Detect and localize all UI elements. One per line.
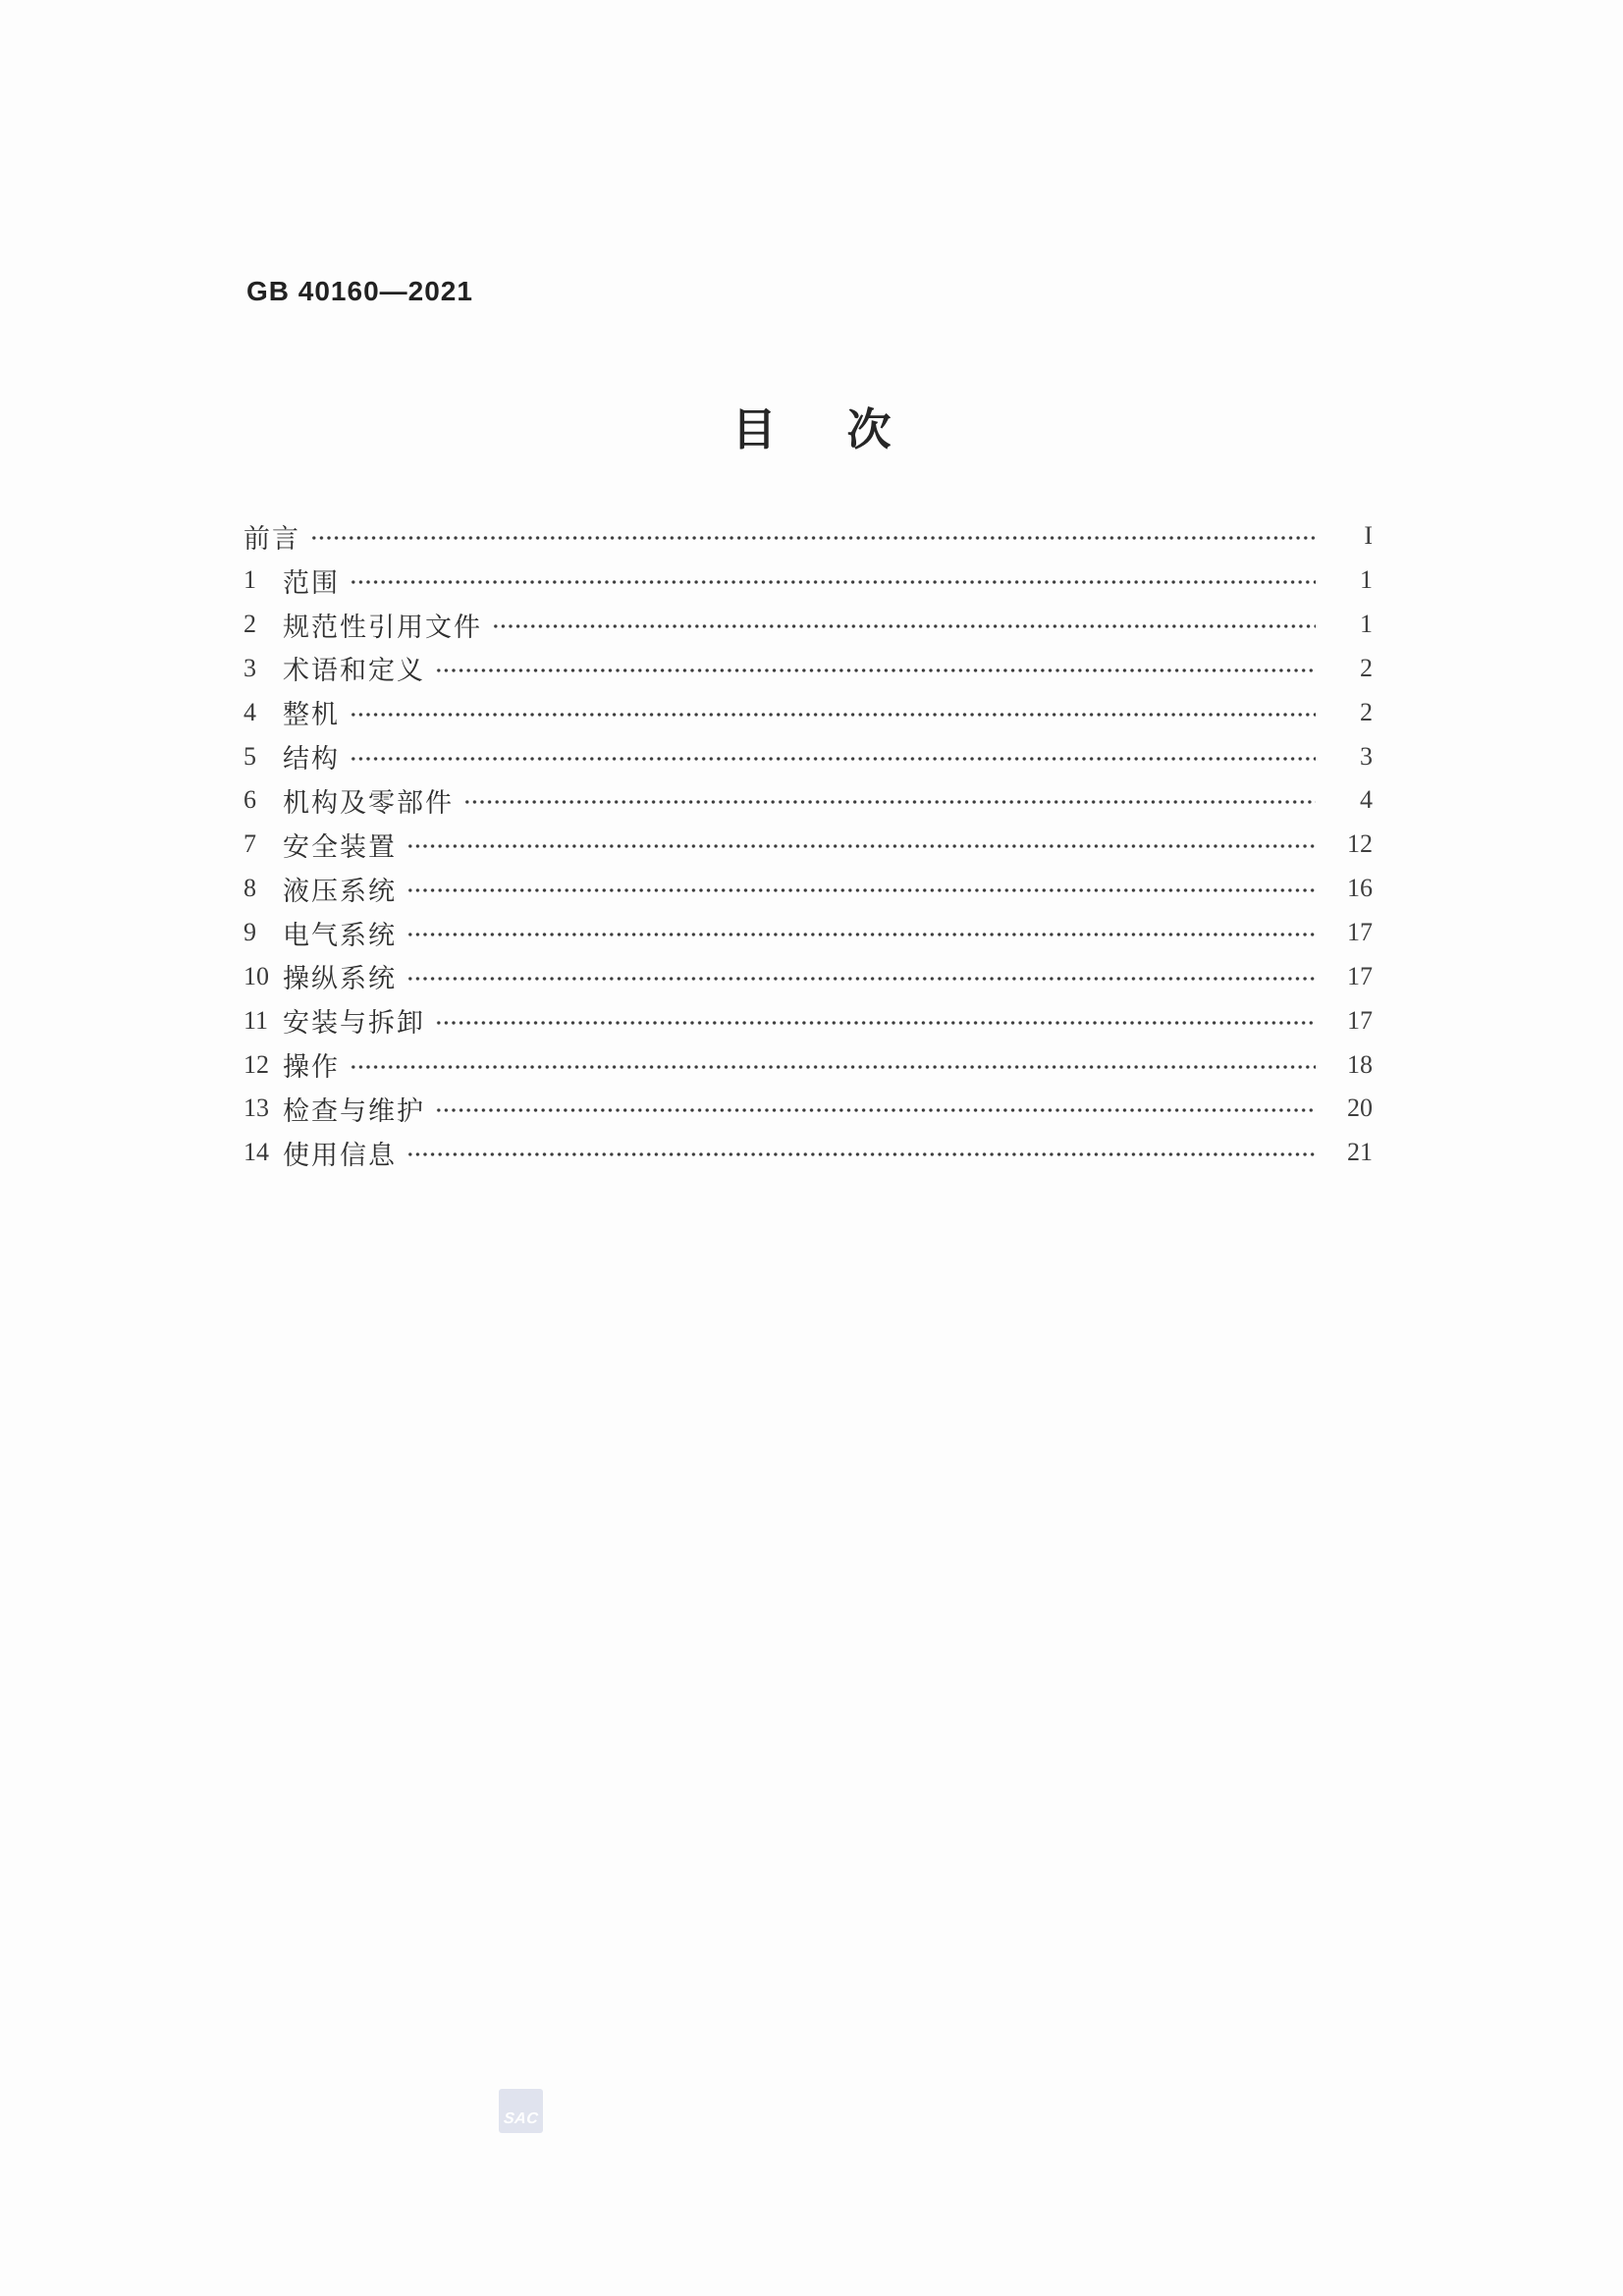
toc-list: [243, 514, 1373, 1175]
toc-entry-page: 2: [1360, 653, 1373, 682]
toc-entry-number: 10: [243, 961, 269, 990]
toc-entry-number: 6: [243, 785, 256, 815]
toc-entry-number: 12: [243, 1049, 269, 1079]
toc-entry-label: 结构: [283, 744, 340, 774]
toc-entry: [243, 559, 1373, 603]
toc-entry-number: 11: [243, 1005, 269, 1035]
dotted-leader: [310, 534, 1316, 542]
toc-entry: [243, 911, 1373, 955]
toc-entry-page: 4: [1360, 785, 1373, 815]
toc-entry-number: 2: [243, 610, 256, 639]
toc-entry-label: 范围: [283, 567, 340, 598]
toc-entry-label: 规范性引用文件: [283, 612, 482, 642]
dotted-leader: [492, 622, 1316, 630]
toc-entry-page: 17: [1347, 918, 1373, 947]
toc-entry: [243, 823, 1373, 867]
dotted-leader: [406, 886, 1316, 894]
toc-entry-number: 4: [243, 697, 256, 726]
toc-entry-label: 电气系统: [283, 920, 397, 950]
toc-entry-page: 1: [1360, 610, 1373, 639]
toc-entry: [243, 1131, 1373, 1175]
toc-entry-number: 13: [243, 1094, 269, 1123]
toc-entry-number: 7: [243, 829, 256, 859]
toc-entry: [243, 778, 1373, 823]
sac-watermark: [499, 2089, 543, 2133]
dotted-leader: [463, 798, 1316, 806]
toc-entry-number: 14: [243, 1138, 269, 1167]
toc-entry-label: 安装与拆卸: [283, 1008, 425, 1039]
toc-entry: [243, 647, 1373, 691]
dotted-leader: [350, 711, 1316, 719]
toc-entry-label: 液压系统: [283, 876, 397, 906]
toc-entry-page: 21: [1347, 1138, 1373, 1167]
toc-entry-number: 5: [243, 741, 256, 771]
dotted-leader: [406, 1150, 1316, 1158]
toc-entry-page: 17: [1347, 961, 1373, 990]
toc-entry-number: 9: [243, 918, 256, 947]
toc-entry-page: 18: [1347, 1049, 1373, 1079]
dotted-leader: [435, 1106, 1316, 1114]
toc-entry-label: 整机: [283, 700, 340, 730]
toc-entry-page: 17: [1347, 1005, 1373, 1035]
dotted-leader: [406, 931, 1316, 938]
toc-entry-number: 1: [243, 565, 256, 595]
toc-entry: [243, 514, 1373, 559]
dotted-leader: [406, 975, 1316, 983]
toc-entry-page: 1: [1360, 565, 1373, 595]
toc-entry-label: 操作: [283, 1052, 340, 1083]
sac-watermark-text: SAC: [503, 2110, 540, 2127]
toc-entry: [243, 734, 1373, 778]
toc-entry-number: 8: [243, 874, 256, 903]
dotted-leader: [435, 1019, 1316, 1027]
toc-entry: [243, 690, 1373, 734]
toc-entry-page: 12: [1347, 829, 1373, 859]
toc-entry-label: 安全装置: [283, 831, 397, 862]
toc-entry-page: I: [1364, 521, 1373, 551]
toc-entry-label: 操纵系统: [283, 964, 397, 994]
dotted-leader: [350, 1063, 1316, 1071]
standard-number: GB 40160—2021: [246, 276, 473, 306]
toc-entry: [243, 603, 1373, 647]
toc-title: 目次: [731, 405, 962, 454]
toc-entry-page: 20: [1347, 1094, 1373, 1123]
toc-entry-label: 术语和定义: [283, 656, 425, 686]
toc-entry-number: 3: [243, 653, 256, 682]
toc-entry: [243, 954, 1373, 998]
toc-entry-page: 2: [1360, 697, 1373, 726]
toc-entry: [243, 867, 1373, 911]
dotted-leader: [350, 578, 1316, 586]
toc-entry: [243, 1087, 1373, 1131]
toc-entry-page: 3: [1360, 741, 1373, 771]
toc-entry: [243, 998, 1373, 1042]
toc-entry-label: 使用信息: [283, 1140, 397, 1170]
toc-entry-label: 前言: [243, 523, 300, 554]
dotted-leader: [406, 842, 1316, 850]
toc-entry-label: 机构及零部件: [283, 787, 454, 818]
toc-entry: [243, 1042, 1373, 1087]
dotted-leader: [435, 667, 1316, 674]
toc-entry-page: 16: [1347, 874, 1373, 903]
dotted-leader: [350, 755, 1316, 763]
toc-entry-label: 检查与维护: [283, 1095, 425, 1126]
